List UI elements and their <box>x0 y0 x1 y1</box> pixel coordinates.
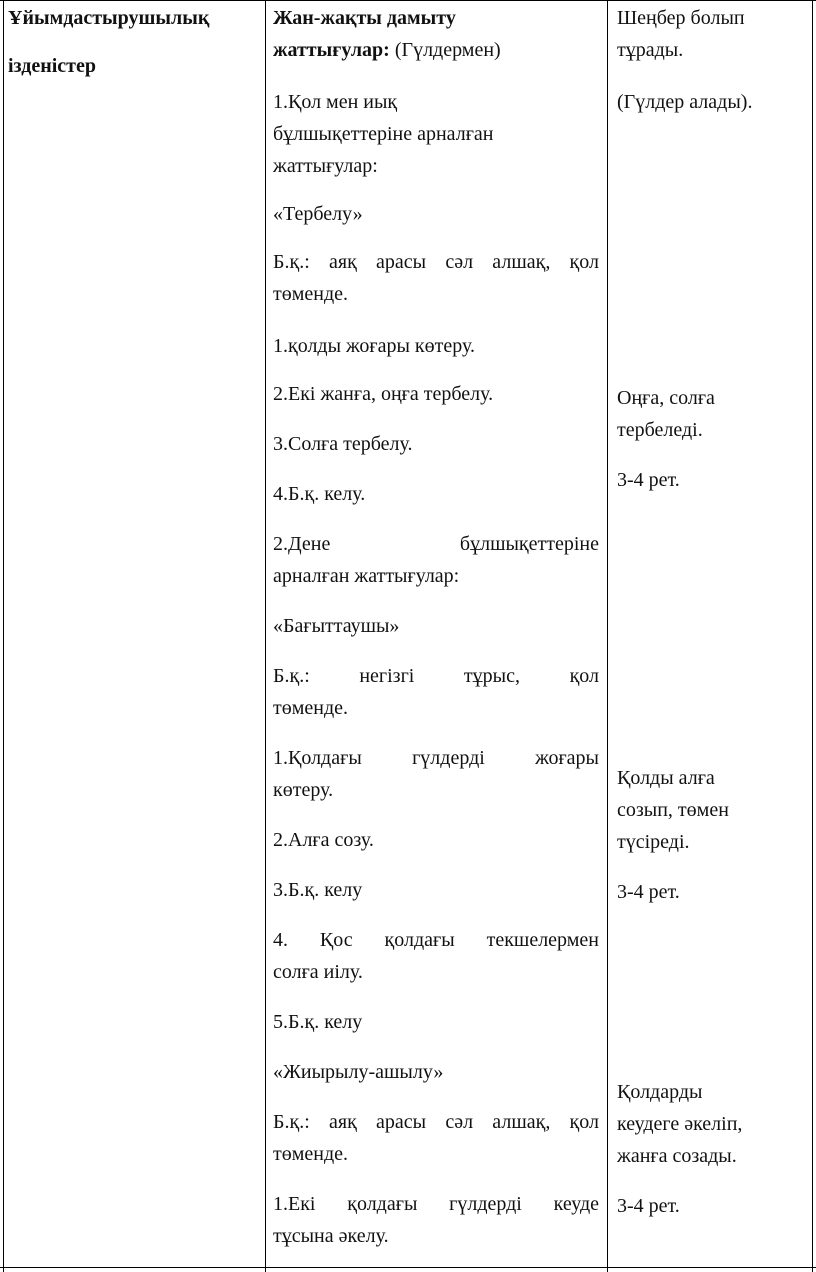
exercise-line: «Бағыттаушы» <box>273 615 400 637</box>
activity-line: Қолды алға <box>617 767 715 789</box>
activity-line: түсіреді. <box>617 831 690 853</box>
activity-line: тұрады. <box>617 39 684 61</box>
exercise-heading-bold: жаттығулар: <box>273 39 390 61</box>
activity-line: Шеңбер болып <box>617 7 745 29</box>
exercise-line: 1.қолды жоғары көтеру. <box>273 335 475 357</box>
exercise-heading-note: (Гүлдермен) <box>389 39 501 61</box>
exercise-line: 1.Қолдағы гүлдерді жоғары <box>273 747 599 769</box>
activity-line: 3-4 рет. <box>617 881 680 903</box>
exercise-line: Б.қ.: аяқ арасы сәл алшақ, қол <box>273 1111 599 1133</box>
exercise-line: 2.Дене бұлшықеттеріне <box>273 533 599 555</box>
exercise-line: 4.Б.қ. келу. <box>273 483 366 505</box>
activity-line: тербеледі. <box>617 419 703 441</box>
exercise-line: 2.Алға созу. <box>273 829 374 851</box>
exercise-line: «Тербелу» <box>273 203 363 225</box>
table-top-border <box>0 0 816 1</box>
exercise-line: 1.Екі қолдағы гүлдерді кеуде <box>273 1193 599 1215</box>
exercise-line: тұсына әкелу. <box>273 1225 389 1247</box>
activity-line: созып, төмен <box>617 799 729 821</box>
exercise-line: 4. Қос қолдағы текшелермен <box>273 929 599 951</box>
activity-line: (Гүлдер алады). <box>617 91 753 113</box>
activity-line: кеудеге әкеліп, <box>617 1113 743 1135</box>
activity-line: жанға созады. <box>617 1145 737 1167</box>
exercise-line: 1.Қол мен иық <box>273 91 398 113</box>
activity-line: 3-4 рет. <box>617 1195 680 1217</box>
exercise-line: 2.Екі жанға, оңға тербелу. <box>273 383 494 405</box>
exercise-line: көтеру. <box>273 779 334 801</box>
activity-line: 3-4 рет. <box>617 469 680 491</box>
column-divider-1 <box>265 0 266 1272</box>
exercise-line: Б.қ.: аяқ арасы сәл алшақ, қол <box>273 251 599 273</box>
table-bottom-border <box>0 1267 816 1268</box>
activity-line: Қолдарды <box>617 1081 703 1103</box>
exercise-line: 5.Б.қ. келу <box>273 1011 363 1033</box>
exercise-line: 3.Солға тербелу. <box>273 433 413 455</box>
exercise-heading-line2 <box>273 34 501 66</box>
exercise-line: 3.Б.қ. келу <box>273 879 363 901</box>
table-right-border <box>812 0 813 1272</box>
exercise-line: солға иілу. <box>273 961 363 983</box>
exercise-line: Б.қ.: негізгі тұрыс, қол <box>273 665 599 687</box>
activity-line: Оңға, солға <box>617 387 715 409</box>
column1-header-line1: Ұйымдастырушылық <box>8 7 210 29</box>
exercise-line: бұлшықеттеріне арналған <box>273 123 494 145</box>
column1-header-line2: ізденістер <box>8 55 97 77</box>
exercise-line: төменде. <box>273 697 349 719</box>
exercise-line: төменде. <box>273 283 349 305</box>
exercise-line: арналған жаттығулар: <box>273 565 460 587</box>
column-divider-2 <box>607 0 608 1272</box>
exercise-heading: Жан-жақты дамыту <box>273 7 456 29</box>
exercise-line: жаттығулар: <box>273 155 378 177</box>
exercise-line: төменде. <box>273 1143 349 1165</box>
table-left-border <box>3 0 4 1272</box>
exercise-line: «Жиырылу-ашылу» <box>273 1061 444 1083</box>
